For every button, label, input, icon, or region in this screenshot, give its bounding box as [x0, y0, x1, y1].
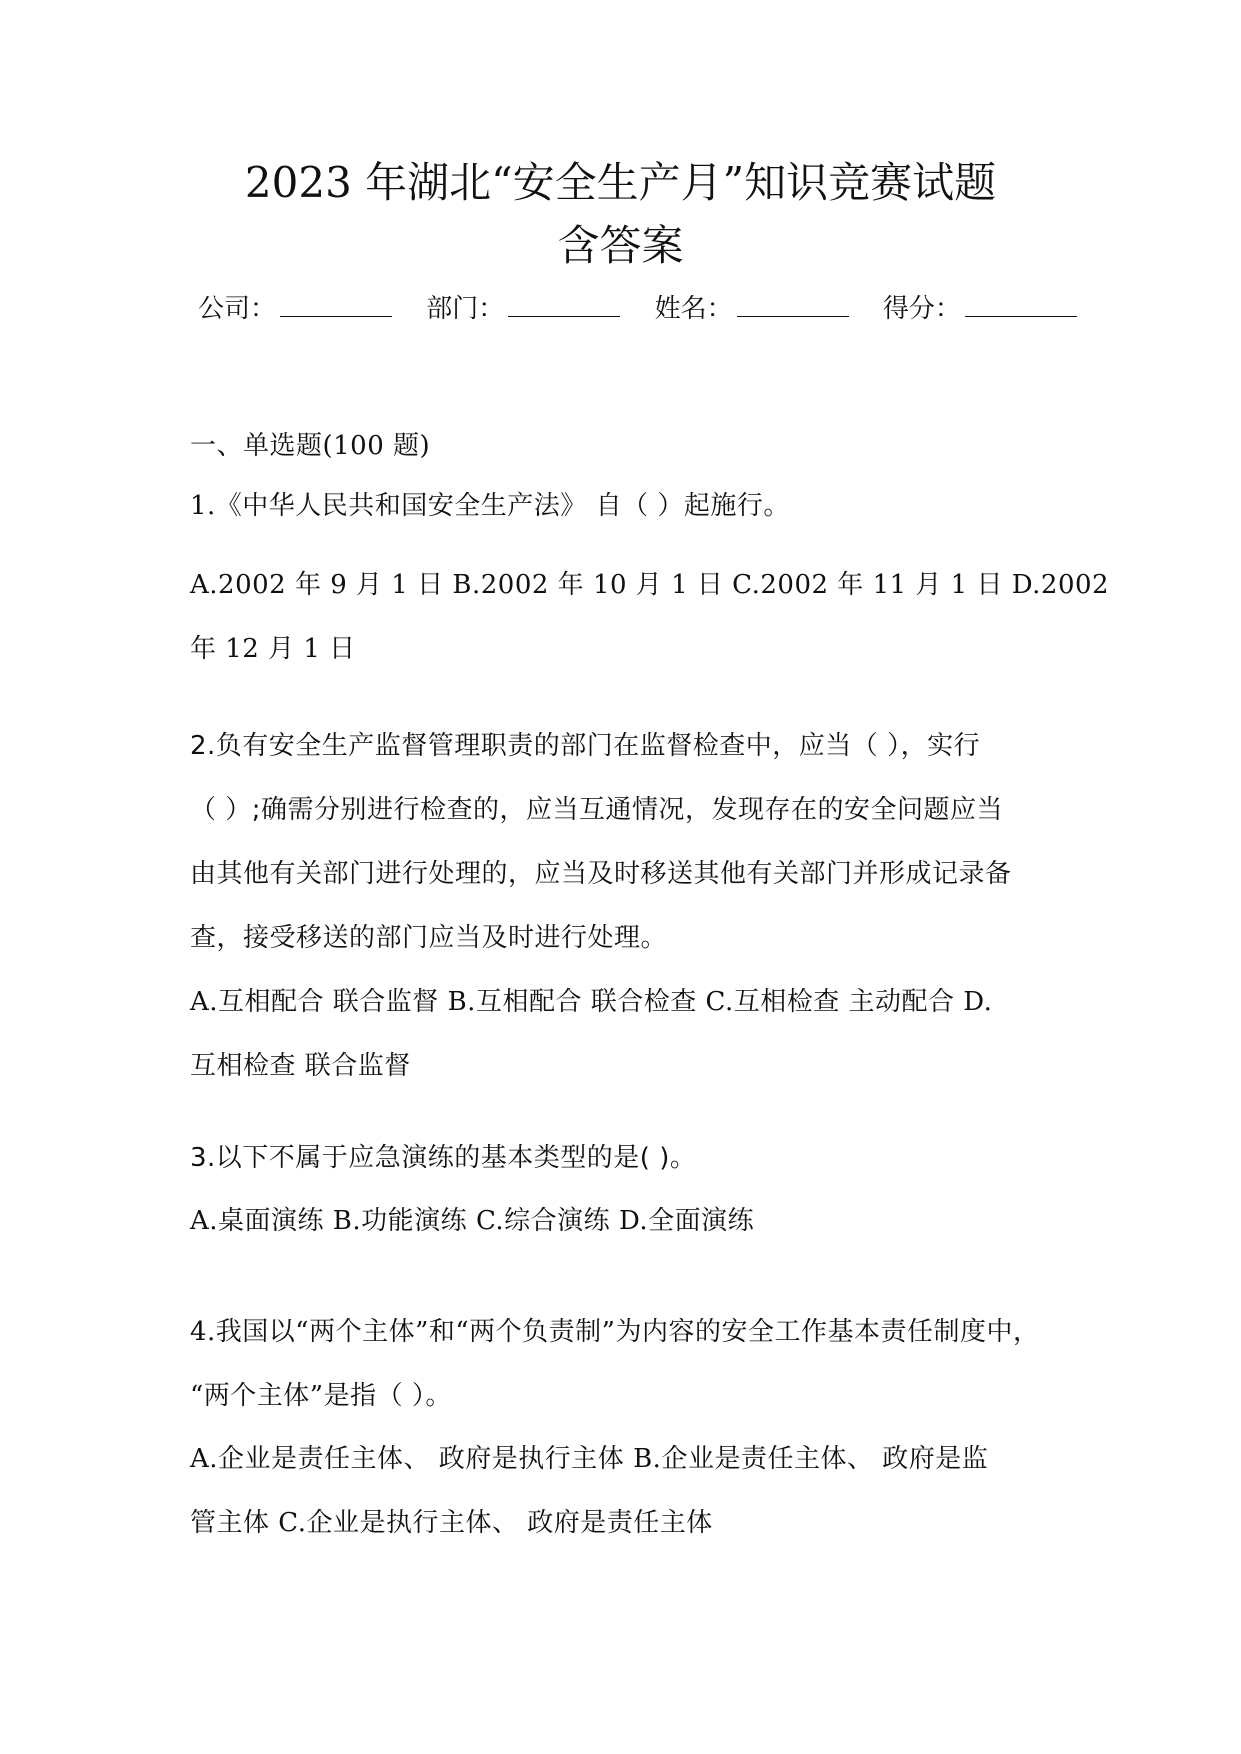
company-field — [198, 291, 392, 327]
question-2-options — [190, 970, 1062, 1098]
name-field — [655, 291, 849, 327]
company-label: 公司： — [198, 294, 277, 324]
company-blank — [280, 292, 392, 317]
question-4-stem-line: “两个主体”是指（ ）。 — [190, 1381, 452, 1411]
question-4-stem-line: 4.我国以“两个主体”和“两个负责制”为内容的安全工作基本责任制度中， — [190, 1317, 1040, 1347]
department-label: 部门： — [426, 294, 505, 324]
department-field — [426, 291, 620, 327]
question-2-option-line: 互相检查 联合监督 — [190, 1051, 411, 1081]
score-blank — [965, 292, 1077, 317]
question-3-stem — [190, 1140, 1062, 1176]
question-2-stem — [190, 714, 1062, 970]
question-4-option-line: 管主体 C.企业是执行主体、 政府是责任主体 — [190, 1508, 713, 1538]
name-label: 姓名： — [654, 294, 733, 324]
document-title-line-2: 含答案 — [557, 221, 684, 270]
question-3-stem-line: 3.以下不属于应急演练的基本类型的是( )。 — [190, 1143, 697, 1173]
question-2-stem-line: （ ）;确需分别进行检查的，应当互通情况，发现存在的安全问题应当 — [190, 795, 1004, 825]
question-2-option-line: A.互相配合 联合监督 B.互相配合 联合检查 C.互相检查 主动配合 D. — [190, 987, 993, 1017]
question-2-stem-line: 查，接受移送的部门应当及时进行处理。 — [190, 923, 668, 953]
question-4-option-line: A.企业是责任主体、 政府是执行主体 B.企业是责任主体、 政府是监 — [190, 1444, 989, 1474]
exam-info-row — [198, 291, 1103, 327]
question-3-option-line: A.桌面演练 B.功能演练 C.综合演练 D.全面演练 — [190, 1206, 755, 1236]
question-1-option-line: A.2002 年 9 月 1 日 B.2002 年 10 月 1 日 C.2002 年 11 月 1 日 D.2002 — [190, 570, 1110, 600]
question-2-stem-line: 2.负有安全生产监督管理职责的部门在监督检查中，应当（ ），实行 — [190, 731, 981, 761]
name-blank — [737, 292, 849, 317]
department-blank — [508, 292, 620, 317]
question-3-options — [190, 1203, 1062, 1239]
section-heading: 一、单选题(100 题) — [190, 431, 431, 461]
question-4-options — [190, 1427, 1062, 1555]
question-4-stem — [190, 1300, 1062, 1428]
question-1-option-line: 年 12 月 1 日 — [190, 634, 356, 664]
question-1-options — [190, 553, 1110, 681]
score-label: 得分： — [882, 294, 961, 324]
score-field — [883, 291, 1077, 327]
question-1-stem — [190, 488, 1062, 524]
question-1-stem-line: 1.《中华人民共和国安全生产法》 自（ ）起施行。 — [190, 491, 790, 521]
document-title-line-1: 2023 年湖北“安全生产月”知识竞赛试题 — [244, 158, 997, 207]
question-2-stem-line: 由其他有关部门进行处理的，应当及时移送其他有关部门并形成记录备 — [190, 859, 1012, 889]
